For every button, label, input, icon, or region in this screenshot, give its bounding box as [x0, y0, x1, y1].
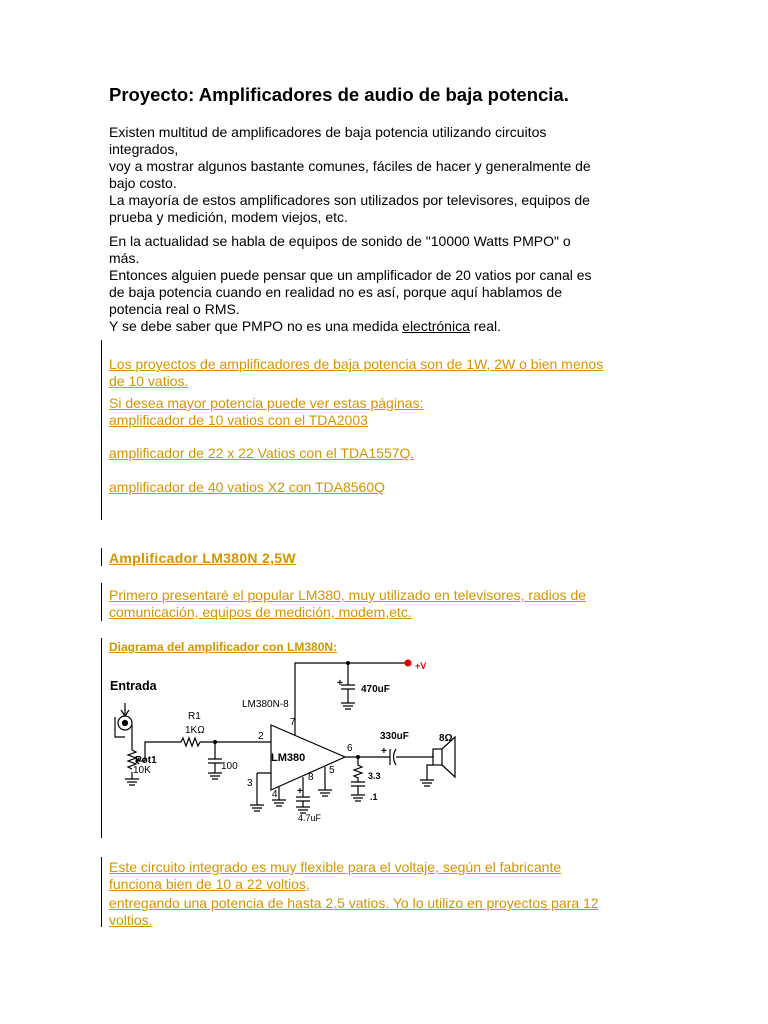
r1-resistor [181, 738, 200, 746]
pin-2: 2 [258, 731, 264, 742]
junction-dot [346, 661, 350, 665]
pin-8: 8 [308, 772, 314, 783]
c100-ground-icon [208, 773, 222, 779]
label-chip: LM380 [271, 752, 306, 764]
link-tda2003[interactable]: amplificador de 10 vatios con el TDA2003 [109, 412, 368, 428]
c470-capacitor [341, 663, 355, 703]
section-heading[interactable]: Amplificador LM380N 2,5W [109, 550, 296, 566]
pin-7: 7 [290, 717, 296, 728]
pin-3: 3 [247, 778, 253, 789]
lm380-schematic [105, 655, 470, 830]
links-prompt: Si desea mayor potencia puede ver estas páginas: [109, 395, 424, 411]
c100-capacitor [208, 742, 222, 773]
label-r1: R1 [188, 711, 201, 722]
pin-5: 5 [329, 765, 335, 776]
pot-ground-icon [125, 779, 139, 785]
links-intro-line: de 10 vatios. [109, 373, 189, 389]
intro-line: Existen multitud de amplificadores de baja potencia utilizando circuitos [109, 124, 547, 140]
junction-dot [213, 740, 217, 744]
intro-paragraph [109, 124, 669, 226]
junction-dot [356, 755, 360, 759]
pin-6: 6 [347, 743, 353, 754]
pmpo-last-line [109, 318, 669, 335]
intro-line: prueba y medición, modem viejos, etc. [109, 209, 348, 225]
label-c47: 4.7uF [298, 813, 322, 823]
pin5-ground-icon [318, 790, 332, 796]
label-c100: 100 [221, 761, 238, 772]
c470-ground-icon [341, 703, 355, 709]
label-r1-value: 1KΩ [185, 725, 205, 736]
closing-line: voltios. [109, 912, 153, 928]
margin-bar [101, 638, 102, 838]
label-pot-value: 10K [133, 765, 151, 776]
label-c330: 330uF [380, 731, 409, 742]
label-c470: 470uF [361, 684, 390, 695]
pmpo-line: potencia real o RMS. [109, 301, 240, 317]
page-title: Proyecto: Amplificadores de audio de baja potencia. [109, 84, 569, 105]
pin4-ground-icon [272, 800, 286, 806]
label-c470-plus: + [337, 678, 343, 689]
link-tda8560q[interactable]: amplificador de 40 vatios X2 con TDA8560Q [109, 479, 386, 495]
margin-bar [101, 548, 102, 566]
label-pot: Pot1 [135, 755, 157, 766]
speaker-icon [433, 749, 442, 765]
closing-line: Este circuito integrado es muy flexible para el voltaje, según el fabricante [109, 859, 562, 875]
link-row [109, 445, 669, 462]
label-c01: .1 [370, 792, 378, 802]
diagram-heading[interactable]: Diagrama del amplificador con LM380N: [109, 640, 338, 654]
pin7-supply-wire [295, 663, 408, 735]
pin3-wire [257, 773, 271, 805]
link-tda1557q[interactable]: amplificador de 22 x 22 Vatios con el TDA1557Q. [109, 445, 415, 461]
label-c330-plus: + [381, 746, 387, 757]
margin-bar [101, 340, 102, 520]
electronica-link[interactable]: electrónica [402, 318, 470, 334]
pin-4: 4 [272, 789, 278, 800]
vplus-dot [405, 660, 412, 667]
intro-line: integrados, [109, 141, 179, 157]
label-chip-part: LM380N-8 [242, 699, 289, 710]
zobel-network [351, 757, 365, 795]
pmpo-line: de baja potencia cuando en realidad no es así, porque aquí hablamos de [109, 284, 563, 300]
pmpo-last-suffix: real. [469, 318, 501, 334]
pmpo-paragraph [109, 233, 669, 335]
link-row [109, 479, 669, 496]
c330-capacitor [390, 749, 396, 765]
section-intro [109, 587, 669, 621]
speaker-ground-wire [427, 765, 433, 780]
pmpo-line: Entonces alguien puede pensar que un amplificador de 20 vatios por canal es [109, 267, 592, 283]
pmpo-line: En la actualidad se habla de equipos de sonido de "10000 Watts PMPO" o [109, 233, 571, 249]
input-jack-center [123, 721, 128, 726]
label-vplus: +V [415, 661, 427, 671]
links-block [109, 356, 669, 390]
label-entrada: Entrada [110, 679, 157, 693]
pmpo-line: más. [109, 250, 140, 266]
c330-to-speaker-wire [396, 753, 433, 757]
margin-bar [101, 857, 102, 927]
closing-line: entregando una potencia de hasta 2.5 vatios. Yo lo utilizo en proyectos para 12 [109, 895, 599, 911]
margin-bar [101, 583, 102, 621]
intro-line: La mayoría de estos amplificadores son utilizados por televisores, equipos de [109, 192, 590, 208]
zobel-ground-icon [351, 795, 365, 801]
intro-line: bajo costo. [109, 175, 177, 191]
label-r33: 3.3 [368, 771, 381, 781]
links-list [109, 395, 669, 429]
closing-line: funciona bien de 10 a 22 voltios, [109, 876, 310, 892]
section-intro-line: Primero presentaré el popular LM380, muy utilizado en televisores, radios de [109, 587, 587, 603]
speaker-ground-icon [420, 780, 434, 786]
links-intro-line: Los proyectos de amplificadores de baja potencia son de 1W, 2W o bien menos [109, 356, 604, 372]
label-c47-plus: + [297, 786, 303, 797]
closing-paragraph [109, 859, 669, 893]
intro-line: voy a mostrar algunos bastante comunes, fáciles de hacer y generalmente de [109, 158, 591, 174]
pmpo-last-prefix: Y se debe saber que PMPO no es una medida [109, 318, 403, 334]
section-intro-line: comunicación, equipos de medición, modem,etc. [109, 604, 412, 620]
label-8ohm: 8Ω [439, 733, 453, 744]
closing-paragraph-2 [109, 895, 669, 929]
pin3-ground-icon [250, 805, 264, 811]
